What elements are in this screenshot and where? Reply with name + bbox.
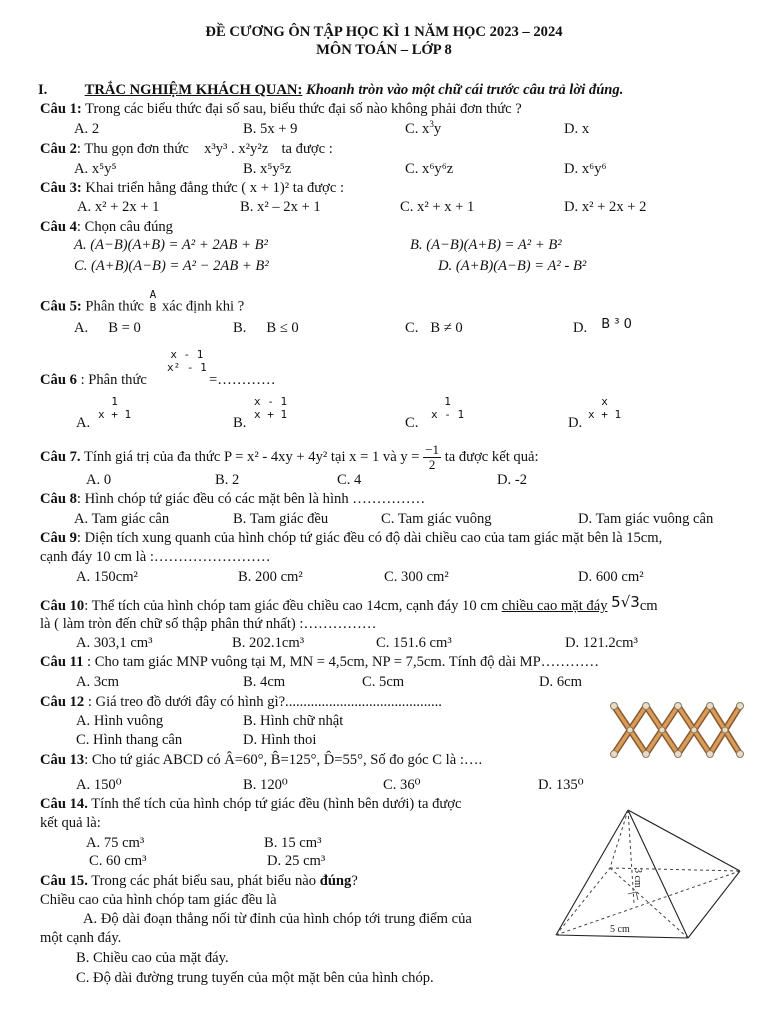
q15-option-c[interactable]: C. Độ dài đường trung tuyến của một mặt bên của hình chóp.: [76, 970, 434, 986]
q1-text: Trong các biểu thức đại số sau, biểu thức đại số nào không phải đơn thức ?: [85, 101, 522, 117]
q9-option-c[interactable]: C. 300 cm²: [384, 569, 449, 585]
q10-option-b[interactable]: B. 202.1cm³: [232, 635, 305, 651]
q14-text: Tính thể tích của hình chóp tứ giác đều (hình bên dưới) ta được: [91, 796, 462, 812]
section-title: TRẮC NGHIỆM KHÁCH QUAN:: [84, 82, 303, 98]
q1-option-d[interactable]: D. x: [564, 121, 590, 137]
q9-text-2: cạnh đáy 10 cm là :……………………: [40, 549, 271, 565]
q8-stem: [40, 491, 425, 508]
q12-option-c[interactable]: C. Hình thang cân: [76, 732, 183, 748]
q9-text: : Diện tích xung quanh của hình chóp tứ giác đều có độ dài chiều cao của tam giác mặt bên là 15cm,: [76, 530, 663, 546]
q13-option-a[interactable]: A. 150⁰: [76, 777, 122, 793]
q1-option-b[interactable]: B. 5x + 9: [243, 121, 298, 137]
q8-label: Câu 8: [40, 491, 77, 507]
q2-option-c[interactable]: C. x⁶y⁶z: [405, 161, 454, 177]
q4-option-b[interactable]: B. (A−B)(A+B) = A² + B²: [410, 237, 562, 253]
q7-option-b[interactable]: B. 2: [215, 472, 240, 488]
q2-label: Câu 2: [40, 141, 77, 157]
q15-stem: [40, 873, 358, 890]
q10-option-c[interactable]: C. 151.6 cm³: [376, 635, 452, 651]
square-pyramid-figure: [540, 806, 746, 942]
q4-text: : Chọn câu đúng: [76, 219, 173, 235]
q5-option-c[interactable]: C. B ≠ 0: [405, 320, 463, 336]
q5-option-d[interactable]: D. B ³ 0: [573, 317, 632, 336]
q4-stem: [40, 219, 173, 236]
q15-text-pre: Trong các phát biểu sau, phát biểu nào: [91, 873, 317, 889]
q12-option-a[interactable]: A. Hình vuông: [76, 713, 164, 729]
q11-text: : Cho tam giác MNP vuông tại M, MN = 4,5cm, NP = 7,5cm. Tính độ dài MP…………: [87, 654, 600, 670]
q10-option-d[interactable]: D. 121.2cm³: [565, 635, 638, 651]
q2-option-b[interactable]: B. x⁵y⁵z: [243, 161, 292, 177]
q4-option-c[interactable]: C. (A+B)(A−B) = A² − 2AB + B²: [74, 258, 269, 274]
q5-option-a[interactable]: A. B = 0: [74, 320, 141, 336]
q3-option-c[interactable]: C. x² + x + 1: [400, 199, 475, 215]
q13-stem: [40, 752, 482, 769]
q13-option-c[interactable]: C. 36⁰: [383, 777, 421, 793]
q1-option-c[interactable]: C. $x^3y$: [405, 119, 442, 137]
pyramid-hidden-edges: [556, 810, 740, 938]
q10-stem: [40, 593, 658, 615]
q6-option-d-key[interactable]: D.: [568, 415, 583, 431]
q15-option-a-cont: một cạnh đáy.: [40, 930, 122, 946]
q2-expression: x³y³ . x²y²z: [204, 141, 269, 157]
q13-option-d[interactable]: D. 135⁰: [538, 777, 584, 793]
q5-frac-num: A: [149, 288, 157, 301]
q6-option-c[interactable]: 1 x - 1: [431, 395, 465, 421]
q7-option-d[interactable]: D. -2: [497, 472, 527, 488]
q3-stem: [40, 180, 344, 197]
q2-stem: [40, 141, 333, 158]
height-label: 3 cm: [632, 868, 643, 888]
q10-option-a[interactable]: A. 303,1 cm³: [76, 635, 153, 651]
q11-option-a[interactable]: A. 3cm: [76, 674, 119, 690]
q10-label: Câu 10: [40, 598, 85, 614]
q14-option-b[interactable]: B. 15 cm³: [264, 835, 322, 851]
q9-option-a[interactable]: A. 150cm²: [76, 569, 138, 585]
q11-stem: [40, 654, 599, 671]
q6-text-pre: : Phân thức: [80, 372, 147, 388]
doc-title: ĐỀ CƯƠNG ÔN TẬP HỌC KÌ 1 NĂM HỌC 2023 – 2024: [205, 24, 563, 40]
q11-option-b[interactable]: B. 4cm: [243, 674, 286, 690]
q14-option-a[interactable]: A. 75 cm³: [86, 835, 145, 851]
q8-option-a[interactable]: A. Tam giác cân: [74, 511, 170, 527]
q9-option-b[interactable]: B. 200 cm²: [238, 569, 303, 585]
q5-text-post: xác định khi ?: [161, 298, 245, 315]
q6-fraction: x - 1 x² - 1: [167, 348, 207, 374]
pyramid-edges: [556, 810, 740, 938]
q4-option-d[interactable]: D. (A+B)(A−B) = A² - B²: [438, 258, 587, 274]
q1-option-a[interactable]: A. 2: [74, 121, 100, 137]
q14-option-d[interactable]: D. 25 cm³: [267, 853, 326, 869]
q14-text-2: kết quả là:: [40, 815, 101, 831]
q2-option-d[interactable]: D. x⁶y⁶: [564, 161, 607, 177]
q7-label: Câu 7.: [40, 448, 81, 465]
q5-fraction: [148, 288, 159, 314]
section-roman: I.: [38, 82, 48, 98]
q2-option-a[interactable]: A. x⁵y⁵: [74, 161, 117, 177]
q12-stem: [40, 694, 442, 711]
q12-option-b[interactable]: B. Hình chữ nhật: [243, 713, 344, 729]
q12-text: : Giá treo đồ dưới đây có hình gì?...........................................: [87, 694, 442, 710]
q10-text: : Thể tích của hình chóp tam giác đều chiều cao 14cm, cạnh đáy 10 cm: [84, 598, 499, 614]
q14-label: Câu 14.: [40, 796, 88, 812]
q7-stem: [40, 443, 539, 472]
section-heading: [38, 82, 623, 99]
q7-text-post: ta được kết quả:: [444, 448, 539, 465]
q11-option-c[interactable]: C. 5cm: [362, 674, 405, 690]
q3-option-d[interactable]: D. x² + 2x + 2: [564, 199, 647, 215]
q8-option-c[interactable]: C. Tam giác vuông: [381, 511, 492, 527]
expandable-rack-image: [606, 696, 748, 770]
q11-label: Câu 11: [40, 654, 84, 670]
q3-option-b[interactable]: B. x² – 2x + 1: [240, 199, 321, 215]
q13-label: Câu 13: [40, 752, 85, 768]
q7-option-c[interactable]: C. 4: [337, 472, 362, 488]
q2-tail: ta được :: [281, 141, 333, 157]
q9-label: Câu 9: [40, 530, 77, 546]
q7-option-a[interactable]: A. 0: [86, 472, 112, 488]
q13-text: : Cho tứ giác ABCD có Â=60°, B̂=125°, D̂=55°, Số đo góc C là :….: [84, 752, 483, 768]
q11-option-d[interactable]: D. 6cm: [539, 674, 582, 690]
q6-option-a-key[interactable]: A.: [76, 415, 91, 431]
q9-option-d[interactable]: D. 600 cm²: [578, 569, 644, 585]
q12-option-d[interactable]: D. Hình thoi: [243, 732, 317, 748]
q10-value: 5√3: [611, 593, 640, 611]
q1-stem: [40, 101, 522, 118]
q3-option-a[interactable]: A. x² + 2x + 1: [77, 199, 160, 215]
q9-stem: [40, 530, 662, 547]
q6-text-post: =…………: [209, 372, 276, 388]
q8-option-b[interactable]: B. Tam giác đều: [233, 511, 329, 527]
q12-label: Câu 12: [40, 694, 85, 710]
q7-text-pre: Tính giá trị của đa thức P = x² - 4xy + 4y² tại x = 1 và y =: [83, 448, 420, 465]
q15-option-b[interactable]: B. Chiều cao của mặt đáy.: [76, 950, 229, 966]
q15-text-post: ?: [351, 873, 358, 889]
q7-fraction: $\frac{-1}{2}$: [425, 442, 440, 472]
q1-label: Câu 1:: [40, 101, 82, 117]
q6-label: Câu 6: [40, 372, 77, 388]
section-instruction: Khoanh tròn vào một chữ cái trước câu trả lời đúng.: [306, 82, 624, 98]
q6-stem: [40, 372, 147, 389]
q15-option-a[interactable]: A. Độ dài đoạn thẳng nối từ đỉnh của hình chóp tới trung điểm của: [83, 911, 472, 927]
q5-text-pre: Phân thức: [85, 298, 144, 315]
q8-option-d[interactable]: D. Tam giác vuông cân: [578, 511, 714, 527]
right-angle-mark: [628, 892, 638, 900]
q4-label: Câu 4: [40, 219, 77, 235]
q5-stem: [40, 288, 245, 320]
q10-unit: cm: [639, 598, 658, 614]
q15-label: Câu 15.: [40, 873, 88, 889]
q6-option-a[interactable]: 1 x + 1: [98, 395, 132, 421]
q2-text: : Thu gọn đơn thức: [76, 141, 189, 157]
q13-option-b[interactable]: B. 120⁰: [243, 777, 288, 793]
q6-option-d[interactable]: x x + 1: [588, 395, 622, 421]
q5-option-b[interactable]: B. B ≤ 0: [233, 320, 299, 336]
q3-text: Khai triển hằng đẳng thức ( x + 1)² ta được :: [85, 180, 345, 196]
q14-option-c[interactable]: C. 60 cm³: [89, 853, 147, 869]
q5-frac-den: B: [149, 301, 157, 314]
q14-stem: [40, 796, 462, 813]
q6-option-b[interactable]: x - 1 x + 1: [254, 395, 288, 421]
base-label: 5 cm: [610, 924, 630, 935]
doc-subtitle: MÔN TOÁN – LỚP 8: [316, 42, 452, 58]
q4-option-a[interactable]: A. (A−B)(A+B) = A² + 2AB + B²: [74, 237, 268, 253]
q10-underlined: chiều cao mặt đáy: [501, 598, 608, 614]
q5-label: Câu 5:: [40, 298, 82, 315]
q15-text-2: Chiều cao của hình chóp tam giác đều là: [40, 892, 277, 908]
q8-text: : Hình chóp tứ giác đều có các mặt bên là hình ……………: [76, 491, 426, 507]
q6-option-c-key[interactable]: C.: [405, 415, 419, 431]
q3-label: Câu 3:: [40, 180, 82, 196]
q15-bold: đúng: [319, 873, 352, 889]
q6-option-b-key[interactable]: B.: [233, 415, 247, 431]
q10-text-2: là ( làm tròn đến chữ số thập phân thứ nhất) :……………: [40, 616, 377, 632]
